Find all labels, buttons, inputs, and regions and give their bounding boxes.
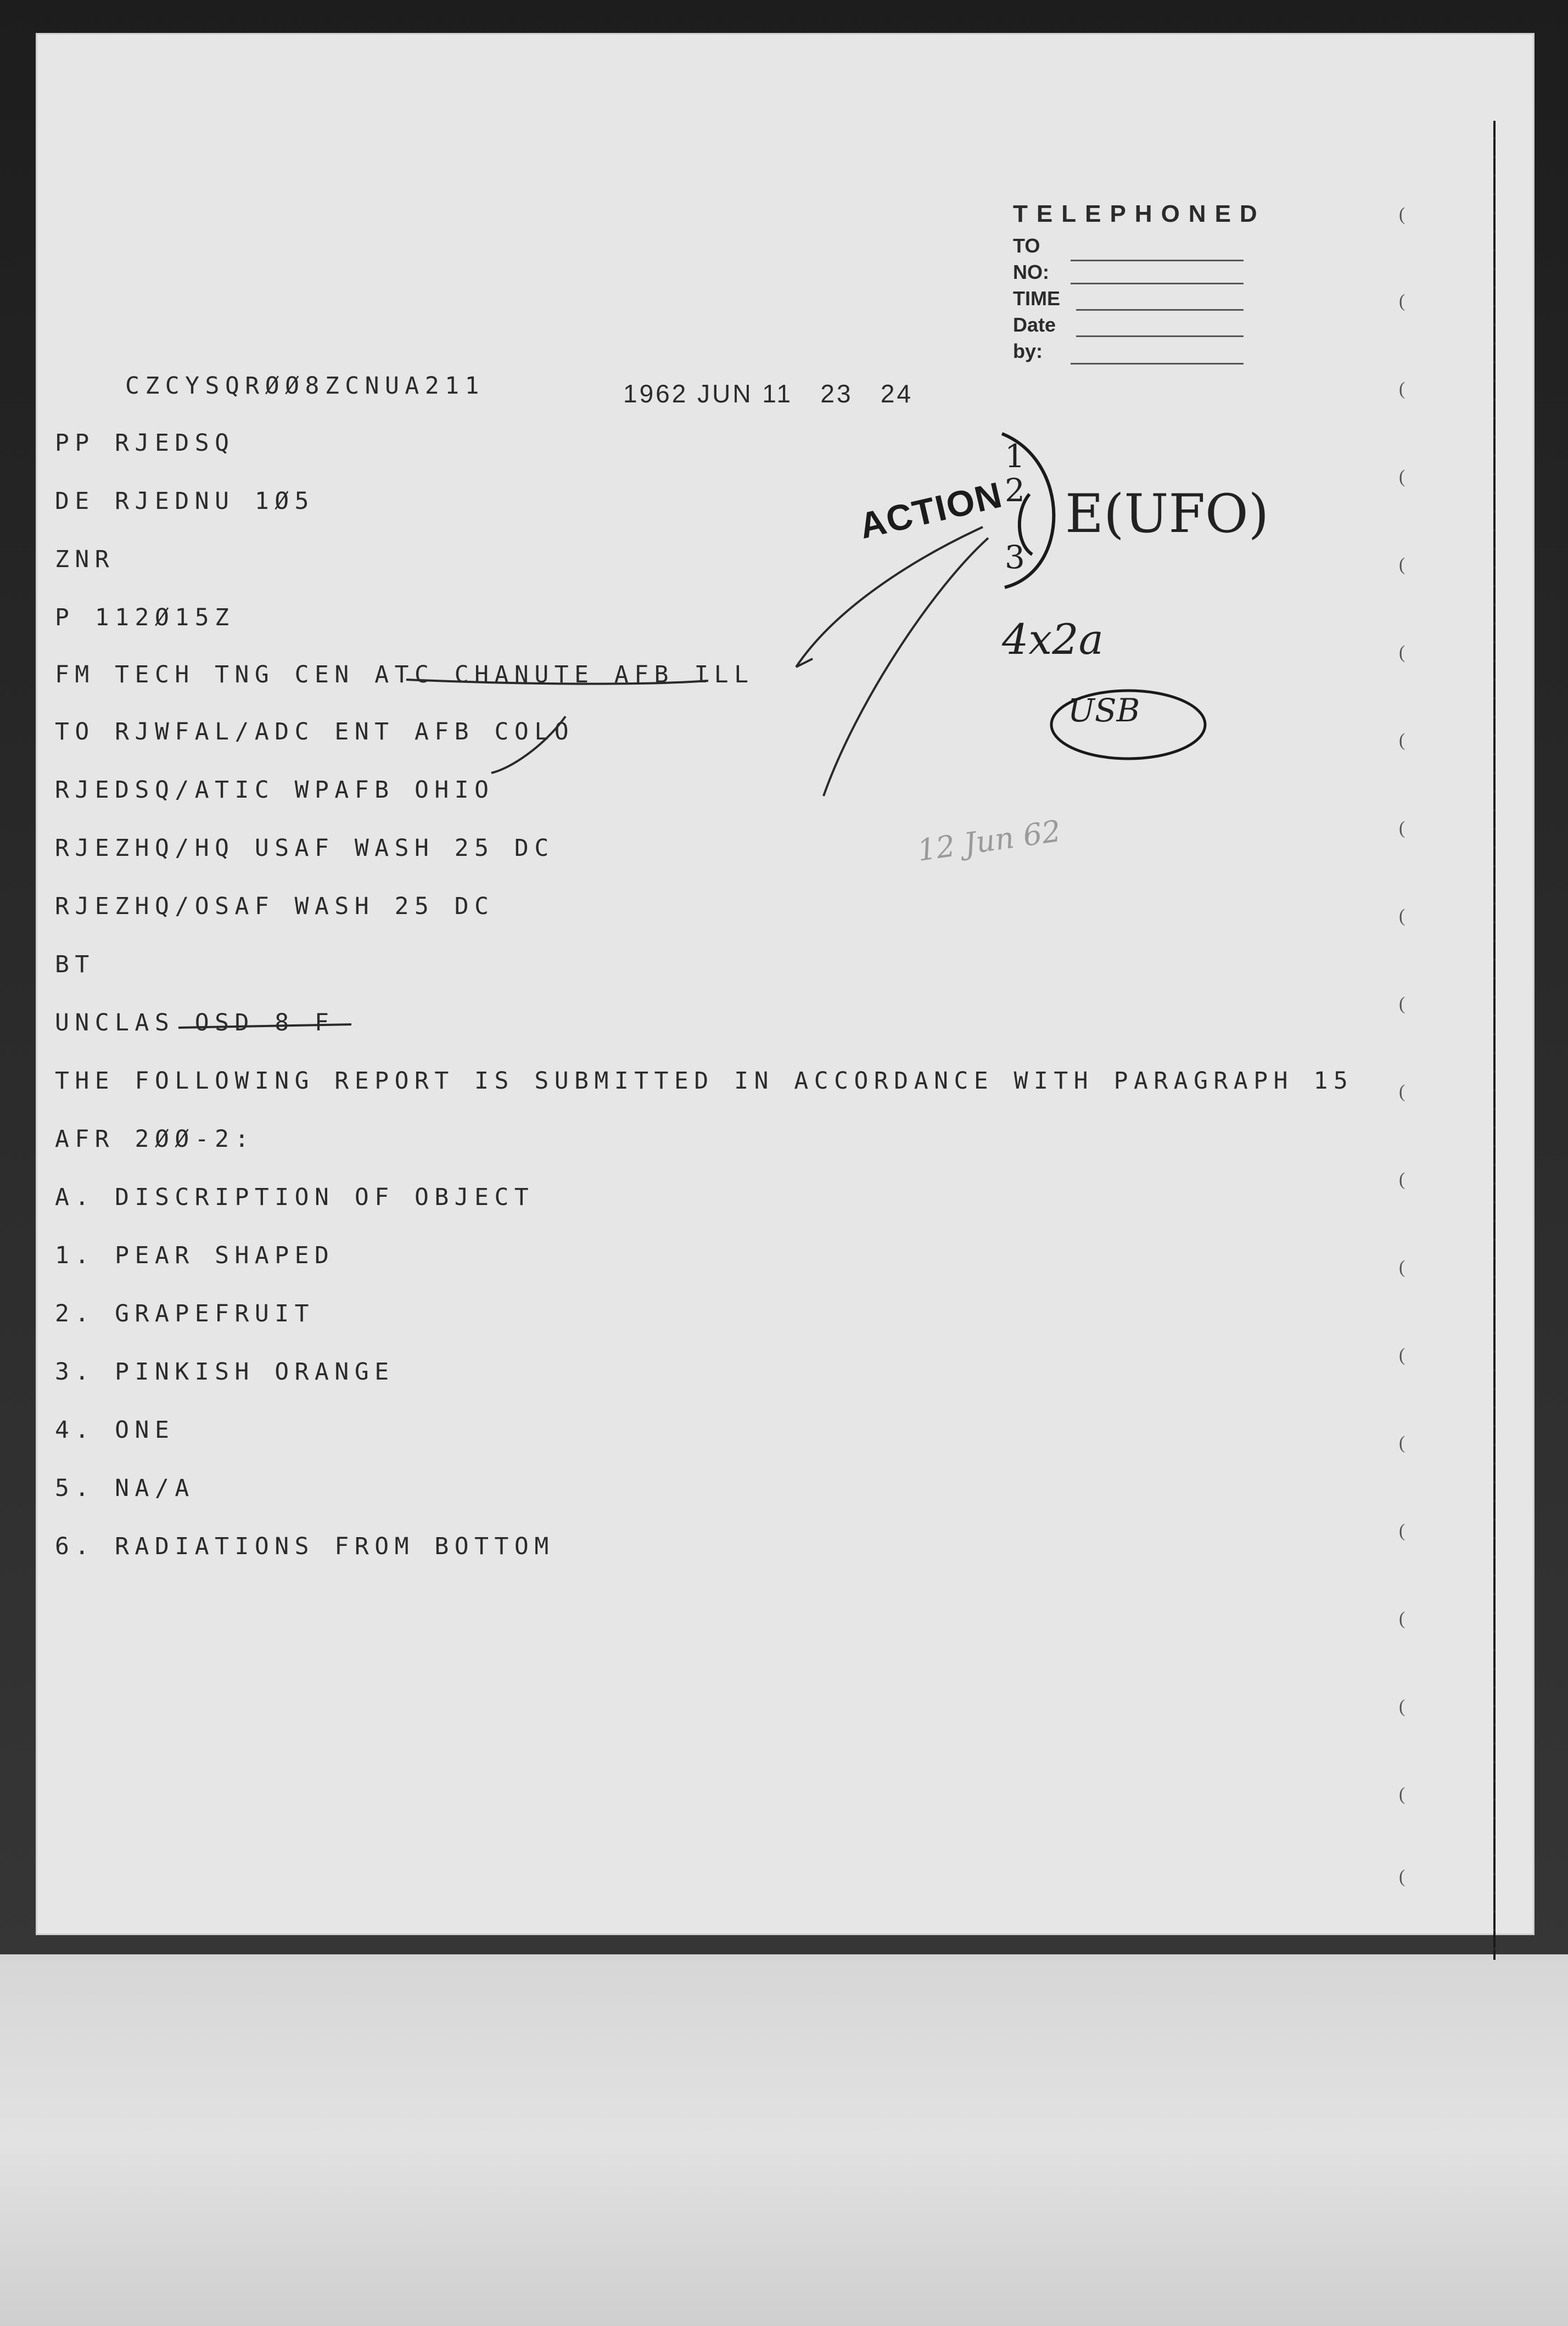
margin-tick: ( <box>1399 1257 1405 1277</box>
margin-tick: ( <box>1399 818 1405 838</box>
margin-tick: ( <box>1399 1433 1405 1453</box>
routing-stroke <box>824 538 988 796</box>
initials-circle <box>1051 691 1205 759</box>
margin-tick: ( <box>1399 204 1405 225</box>
message-line: DE RJEDNU 1Ø5 <box>55 487 315 515</box>
message-line: AFR 2ØØ-2: <box>55 1125 255 1153</box>
routing-number: 3 <box>1005 539 1025 576</box>
message-line: 2. GRAPEFRUIT <box>55 1300 315 1327</box>
margin-tick: ( <box>1399 554 1405 575</box>
margin-tick: ( <box>1399 1081 1405 1102</box>
stamp-title: TELEPHONED <box>1013 200 1266 227</box>
underline-chanute <box>406 680 708 684</box>
message-line: 4. ONE <box>55 1416 175 1444</box>
message-line: ZNR <box>55 546 115 573</box>
date-time-stamp: 1962 JUN 11 23 24 <box>623 379 914 408</box>
message-line: BT <box>55 951 95 978</box>
margin-tick: ( <box>1399 730 1405 750</box>
margin-tick: ( <box>1399 291 1405 311</box>
margin-tick: ( <box>1399 642 1405 663</box>
message-line: RJEDSQ/ATIC WPAFB OHIO <box>55 776 495 804</box>
message-line: 3. PINKISH ORANGE <box>55 1358 395 1386</box>
stamp-field-time: TIME <box>1013 287 1060 310</box>
margin-tick: ( <box>1399 994 1405 1014</box>
message-line: 1. PEAR SHAPED <box>55 1242 335 1269</box>
routing-number: 1 <box>1005 438 1025 475</box>
margin-tick: ( <box>1399 1784 1405 1804</box>
ufo-paren <box>1020 494 1032 554</box>
stamp-field-date: Date <box>1013 313 1056 336</box>
margin-tick: ( <box>1399 1608 1405 1629</box>
message-line: THE FOLLOWING REPORT IS SUBMITTED IN ACCORDANCE WITH PARAGRAPH 15 <box>55 1067 1354 1095</box>
ufo-code: E(UFO) <box>1065 483 1269 545</box>
underline-osd <box>178 1024 351 1028</box>
message-line: FM TECH TNG CEN ATC CHANUTE AFB ILL <box>55 661 754 688</box>
message-line: PP RJEDSQ <box>55 429 235 457</box>
margin-tick: ( <box>1399 1345 1405 1365</box>
stamp-field-by: by: <box>1013 340 1043 362</box>
message-line: RJEZHQ/OSAF WASH 25 DC <box>55 893 495 920</box>
checkmark <box>491 716 565 773</box>
routing-number: 2 <box>1005 472 1025 509</box>
margin-tick: ( <box>1399 1696 1405 1717</box>
action-stamp: ACTION <box>855 474 1006 547</box>
margin-tick: ( <box>1399 1169 1405 1190</box>
stamp-field-no: NO: <box>1013 261 1049 283</box>
message-line: TO RJWFAL/ADC ENT AFB COLO <box>55 718 575 746</box>
margin-tick: ( <box>1399 1521 1405 1541</box>
stamp-field-to: TO <box>1013 234 1040 257</box>
routing-brace <box>1002 434 1054 587</box>
routing-indicator: CZCYSQRØØ8ZCNUA211 <box>125 372 485 400</box>
copies-note: 4x2a <box>1002 615 1104 664</box>
message-line: 5. NA/A <box>55 1475 195 1502</box>
margin-tick: ( <box>1399 1867 1405 1887</box>
received-date-note: 12 Jun 62 <box>915 814 1063 868</box>
margin-tick: ( <box>1399 906 1405 926</box>
initials: USB <box>1068 692 1140 729</box>
message-line: A. DISCRIPTION OF OBJECT <box>55 1184 535 1211</box>
margin-tick: ( <box>1399 467 1405 487</box>
action-arrow <box>796 527 983 667</box>
message-line: P 112Ø15Z <box>55 604 235 631</box>
message-line: UNCLAS OSD 8 F <box>55 1009 335 1036</box>
message-line: 6. RADIATIONS FROM BOTTOM <box>55 1533 555 1560</box>
message-line: RJEZHQ/HQ USAF WASH 25 DC <box>55 834 555 862</box>
margin-tick: ( <box>1399 379 1405 399</box>
